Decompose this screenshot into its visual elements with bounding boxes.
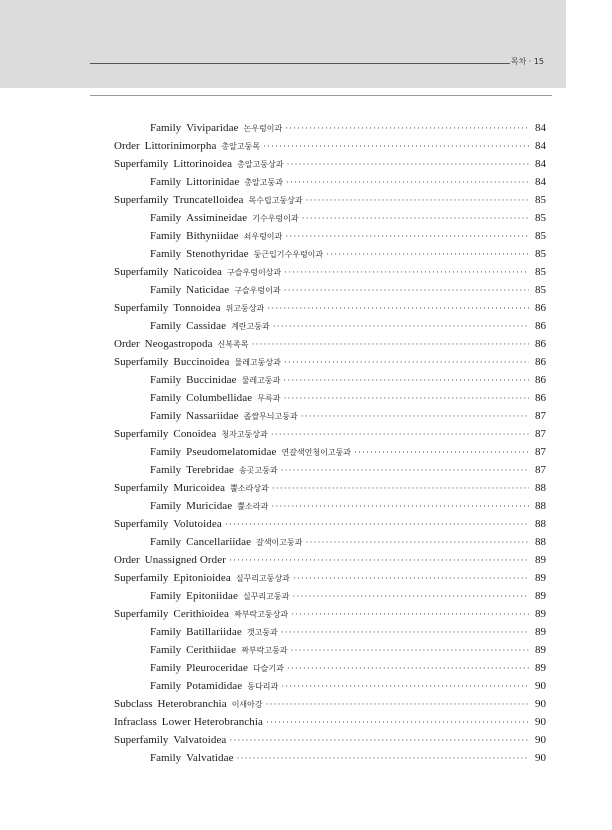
toc-scientific-name: Unassigned Order: [144, 554, 226, 566]
toc-dot-leader: [263, 141, 529, 151]
toc-rank: Superfamily: [114, 482, 169, 494]
toc-entry[interactable]: [114, 392, 546, 410]
toc-entry[interactable]: [114, 176, 546, 194]
toc-entry[interactable]: [114, 338, 546, 356]
toc-scientific-name: Epitoniidae: [186, 590, 238, 602]
toc-scientific-name: Potamididae: [186, 680, 243, 692]
toc-entry[interactable]: [114, 464, 546, 482]
toc-korean-name: 신복족목: [217, 340, 249, 349]
toc-rank: Order: [114, 140, 140, 152]
toc-korean-name: 갈색이고둥과: [256, 538, 303, 547]
toc-rank: Superfamily: [114, 194, 169, 206]
toc-scientific-name: Terebridae: [186, 464, 235, 476]
toc-rank: Order: [114, 338, 140, 350]
toc-page-number: 87: [535, 446, 546, 458]
toc-scientific-name: Muricidae: [186, 500, 233, 512]
toc-rank: Family: [150, 176, 182, 188]
toc-rank: Family: [150, 374, 182, 386]
toc-page-number: 84: [535, 158, 546, 170]
toc-korean-name: 짜부락고둥상과: [233, 610, 289, 619]
toc-rank: Family: [150, 536, 182, 548]
toc-entry[interactable]: [114, 500, 546, 518]
toc-rank: Family: [150, 662, 182, 674]
toc-rank: Superfamily: [114, 302, 169, 314]
toc-page-number: 87: [535, 410, 546, 422]
toc-scientific-name: Naticoidea: [173, 266, 223, 278]
toc-korean-name: 실꾸리고둥상과: [235, 574, 290, 583]
toc-dot-leader: [284, 267, 529, 277]
toc-entry[interactable]: [114, 374, 546, 392]
toc-entry[interactable]: [114, 302, 546, 320]
toc-entry[interactable]: [114, 536, 546, 554]
toc-rank: Family: [150, 500, 182, 512]
toc-page-number: 90: [535, 716, 546, 728]
toc-scientific-name: Naticidae: [186, 284, 230, 296]
toc-scientific-name: Tonnoidea: [173, 302, 221, 314]
toc-page-number: 87: [535, 464, 546, 476]
toc-rank: Family: [150, 230, 182, 242]
toc-scientific-name: Pseudomelatomidae: [186, 446, 277, 458]
toc-page-number: 90: [535, 680, 546, 692]
toc-dot-leader: [283, 393, 529, 403]
toc-korean-name: 구슬우렁이과: [234, 286, 281, 295]
toc-page-number: 85: [535, 266, 546, 278]
toc-entry[interactable]: [114, 608, 546, 626]
toc-rank: Superfamily: [114, 158, 169, 170]
toc-page-number: 85: [535, 212, 546, 224]
toc-dot-leader: [271, 429, 529, 439]
toc-entry[interactable]: [114, 662, 546, 680]
toc-korean-name: 이새아강: [231, 700, 263, 709]
toc-korean-name: 송곳고둥과: [239, 466, 278, 475]
toc-page-number: 84: [535, 176, 546, 188]
toc-dot-leader: [284, 285, 529, 295]
toc-scientific-name: Volutoidea: [173, 518, 222, 530]
toc-entry[interactable]: [114, 410, 546, 428]
toc-page-number: 89: [535, 626, 546, 638]
toc-entry[interactable]: [114, 572, 546, 590]
toc-korean-name: 물레고둥과: [241, 376, 281, 385]
toc-page-number: 89: [535, 608, 546, 620]
toc-dot-leader: [287, 159, 530, 169]
toc-dot-leader: [237, 753, 529, 763]
toc-entry[interactable]: [114, 626, 546, 644]
toc-page-number: 85: [535, 248, 546, 260]
toc-dot-leader: [281, 681, 529, 691]
running-header: 목차 · 15: [510, 57, 544, 66]
toc-dot-leader: [302, 213, 529, 223]
toc-rank: Superfamily: [114, 428, 169, 440]
toc-korean-name: 좁쌀무늬고둥과: [243, 412, 298, 421]
toc-page-number: 88: [535, 518, 546, 530]
toc-rank: Family: [150, 284, 182, 296]
toc-korean-name: 무륵과: [257, 394, 281, 403]
toc-dot-leader: [281, 465, 529, 475]
toc-dot-leader: [305, 537, 529, 547]
toc-entry[interactable]: [114, 644, 546, 662]
toc-page-number: 84: [535, 140, 546, 152]
toc-rank: Superfamily: [114, 356, 169, 368]
toc-rank: Superfamily: [114, 572, 169, 584]
toc-dot-leader: [283, 375, 529, 385]
toc-dot-leader: [301, 411, 529, 421]
toc-page-number: 90: [535, 752, 546, 764]
toc-rank: Family: [150, 680, 182, 692]
toc-rank: Family: [150, 392, 182, 404]
toc-korean-name: 실꾸리고둥과: [242, 592, 290, 601]
toc-scientific-name: Epitonioidea: [173, 572, 231, 584]
toc-scientific-name: Assimineidae: [186, 212, 248, 224]
toc-scientific-name: Cerithiidae: [186, 644, 237, 656]
toc-rank: Family: [150, 644, 182, 656]
toc-korean-name: 목수립고둥상과: [248, 196, 303, 205]
toc-korean-name: 다슬기과: [252, 664, 284, 673]
toc-rank: Family: [150, 590, 182, 602]
toc-korean-name: 쇠우렁이과: [243, 232, 283, 241]
toc-scientific-name: Lower Heterobranchia: [161, 716, 264, 728]
toc-entry[interactable]: [114, 590, 546, 608]
toc-korean-name: 구슬우렁이상과: [227, 268, 282, 277]
toc-entry[interactable]: [114, 140, 546, 158]
toc-rank: Family: [150, 122, 182, 134]
toc-rank: Family: [150, 626, 182, 638]
toc-entry[interactable]: [114, 734, 546, 752]
toc-rank: Family: [150, 446, 182, 458]
toc-entry[interactable]: [114, 212, 546, 230]
toc-dot-leader: [284, 357, 529, 367]
toc-korean-name: 갯고둥과: [246, 628, 278, 637]
toc-scientific-name: Littorinimorpha: [144, 140, 217, 152]
toc-dot-leader: [306, 195, 529, 205]
toc-rank: Family: [150, 752, 182, 764]
toc-page-number: 86: [535, 392, 546, 404]
toc-page-number: 89: [535, 572, 546, 584]
toc-dot-leader: [266, 699, 529, 709]
toc-korean-name: 기수우렁이과: [252, 214, 299, 223]
toc-rank: Family: [150, 248, 182, 260]
toc-entry[interactable]: [114, 716, 546, 734]
toc-dot-leader: [229, 735, 529, 745]
toc-korean-name: 논우렁이과: [243, 124, 283, 133]
toc-korean-name: 연갈색언청이고둥과: [281, 448, 352, 457]
toc-page-number: 86: [535, 356, 546, 368]
toc-scientific-name: Valvatoidea: [173, 734, 227, 746]
toc-scientific-name: Stenothyridae: [186, 248, 249, 260]
toc-korean-name: 총알고둥과: [244, 178, 283, 187]
toc-page-number: 86: [535, 374, 546, 386]
toc-korean-name: 짜부락고둥과: [241, 646, 288, 655]
toc-dot-leader: [251, 339, 529, 349]
toc-dot-leader: [292, 591, 529, 601]
toc-entry[interactable]: [114, 266, 546, 284]
toc-scientific-name: Muricoidea: [173, 482, 226, 494]
toc-rank: Family: [150, 464, 182, 476]
toc-rank: Infraclass: [114, 716, 157, 728]
toc-entry[interactable]: [114, 428, 546, 446]
toc-page-number: 87: [535, 428, 546, 440]
toc-korean-name: 동다리과: [247, 682, 279, 691]
toc-page-number: 89: [535, 590, 546, 602]
toc-entry[interactable]: [114, 752, 546, 770]
header-rule: [90, 95, 552, 96]
toc-page-number: 89: [535, 662, 546, 674]
toc-scientific-name: Bithyniidae: [186, 230, 239, 242]
toc-rank: Family: [150, 410, 182, 422]
toc-scientific-name: Buccinidae: [186, 374, 237, 386]
toc-dot-leader: [291, 609, 529, 619]
toc-entry[interactable]: [114, 122, 546, 140]
toc-scientific-name: Neogastropoda: [144, 338, 213, 350]
toc-page-number: 89: [535, 644, 546, 656]
toc-rank: Order: [114, 554, 140, 566]
toc-page-number: 88: [535, 500, 546, 512]
toc-dot-leader: [267, 303, 529, 313]
toc-korean-name: 위고둥상과: [225, 304, 265, 313]
toc-korean-name: 뿔소라과: [237, 502, 269, 511]
toc-scientific-name: Viviparidae: [186, 122, 239, 134]
toc-entry[interactable]: [114, 482, 546, 500]
header-line: [90, 63, 510, 64]
toc-dot-leader: [354, 447, 529, 457]
toc-dot-leader: [271, 501, 529, 511]
toc-korean-name: 뿔소라상과: [230, 484, 269, 493]
toc-scientific-name: Cancellariidae: [186, 536, 252, 548]
toc-dot-leader: [285, 123, 529, 133]
toc-entry[interactable]: [114, 680, 546, 698]
toc-scientific-name: Truncatelloidea: [173, 194, 244, 206]
toc-scientific-name: Valvatidae: [186, 752, 234, 764]
toc-korean-name: 둥근입기수우렁이과: [253, 250, 324, 259]
toc-scientific-name: Columbellidae: [186, 392, 253, 404]
toc-entry[interactable]: [114, 518, 546, 536]
toc-page-number: 85: [535, 194, 546, 206]
toc-entry[interactable]: [114, 698, 546, 716]
toc-page-number: 88: [535, 536, 546, 548]
toc-entry[interactable]: [114, 230, 546, 248]
toc-dot-leader: [225, 519, 529, 529]
toc-entry[interactable]: [114, 284, 546, 302]
toc-dot-leader: [281, 627, 529, 637]
toc-entry[interactable]: [114, 554, 546, 572]
toc-entry[interactable]: [114, 446, 546, 464]
toc-page-number: 86: [535, 320, 546, 332]
toc-rank: Subclass: [114, 698, 153, 710]
toc-entry[interactable]: [114, 194, 546, 212]
toc-scientific-name: Littorinidae: [186, 176, 240, 188]
toc-scientific-name: Pleuroceridae: [186, 662, 248, 674]
toc-entry[interactable]: [114, 356, 546, 374]
toc-korean-name: 청자고둥상과: [221, 430, 268, 439]
toc-page-number: 88: [535, 482, 546, 494]
toc-page-number: 84: [535, 122, 546, 134]
toc-dot-leader: [272, 483, 529, 493]
toc-scientific-name: Heterobranchia: [157, 698, 227, 710]
toc-scientific-name: Nassariidae: [186, 410, 239, 422]
toc-page-number: 90: [535, 698, 546, 710]
toc-rank: Superfamily: [114, 608, 169, 620]
toc-rank: Family: [150, 320, 182, 332]
toc-page-number: 85: [535, 230, 546, 242]
toc-page-number: 85: [535, 284, 546, 296]
toc-dot-leader: [291, 645, 529, 655]
table-of-contents: [114, 122, 546, 770]
toc-dot-leader: [273, 321, 529, 331]
toc-dot-leader: [326, 249, 529, 259]
toc-rank: Superfamily: [114, 518, 169, 530]
toc-rank: Superfamily: [114, 734, 169, 746]
toc-scientific-name: Batillariidae: [186, 626, 242, 638]
toc-scientific-name: Buccinoidea: [173, 356, 230, 368]
toc-dot-leader: [285, 231, 529, 241]
header-band: [0, 0, 566, 88]
toc-dot-leader: [266, 717, 529, 727]
toc-entry[interactable]: [114, 248, 546, 266]
toc-dot-leader: [287, 663, 529, 673]
toc-dot-leader: [229, 555, 529, 565]
toc-dot-leader: [293, 573, 529, 583]
toc-korean-name: 계란고둥과: [231, 322, 270, 331]
toc-page-number: 90: [535, 734, 546, 746]
toc-dot-leader: [286, 177, 529, 187]
toc-entry[interactable]: [114, 158, 546, 176]
toc-rank: Family: [150, 212, 182, 224]
toc-page-number: 86: [535, 338, 546, 350]
toc-scientific-name: Conoidea: [173, 428, 217, 440]
toc-scientific-name: Cerithioidea: [173, 608, 229, 620]
toc-korean-name: 물레고둥상과: [234, 358, 281, 367]
toc-scientific-name: Littorinoidea: [173, 158, 233, 170]
toc-entry[interactable]: [114, 320, 546, 338]
toc-korean-name: 총알고둥목: [221, 142, 261, 151]
toc-page-number: 86: [535, 302, 546, 314]
toc-rank: Superfamily: [114, 266, 169, 278]
toc-scientific-name: Cassidae: [186, 320, 227, 332]
toc-page-number: 89: [535, 554, 546, 566]
toc-korean-name: 총알고둥상과: [237, 160, 284, 169]
